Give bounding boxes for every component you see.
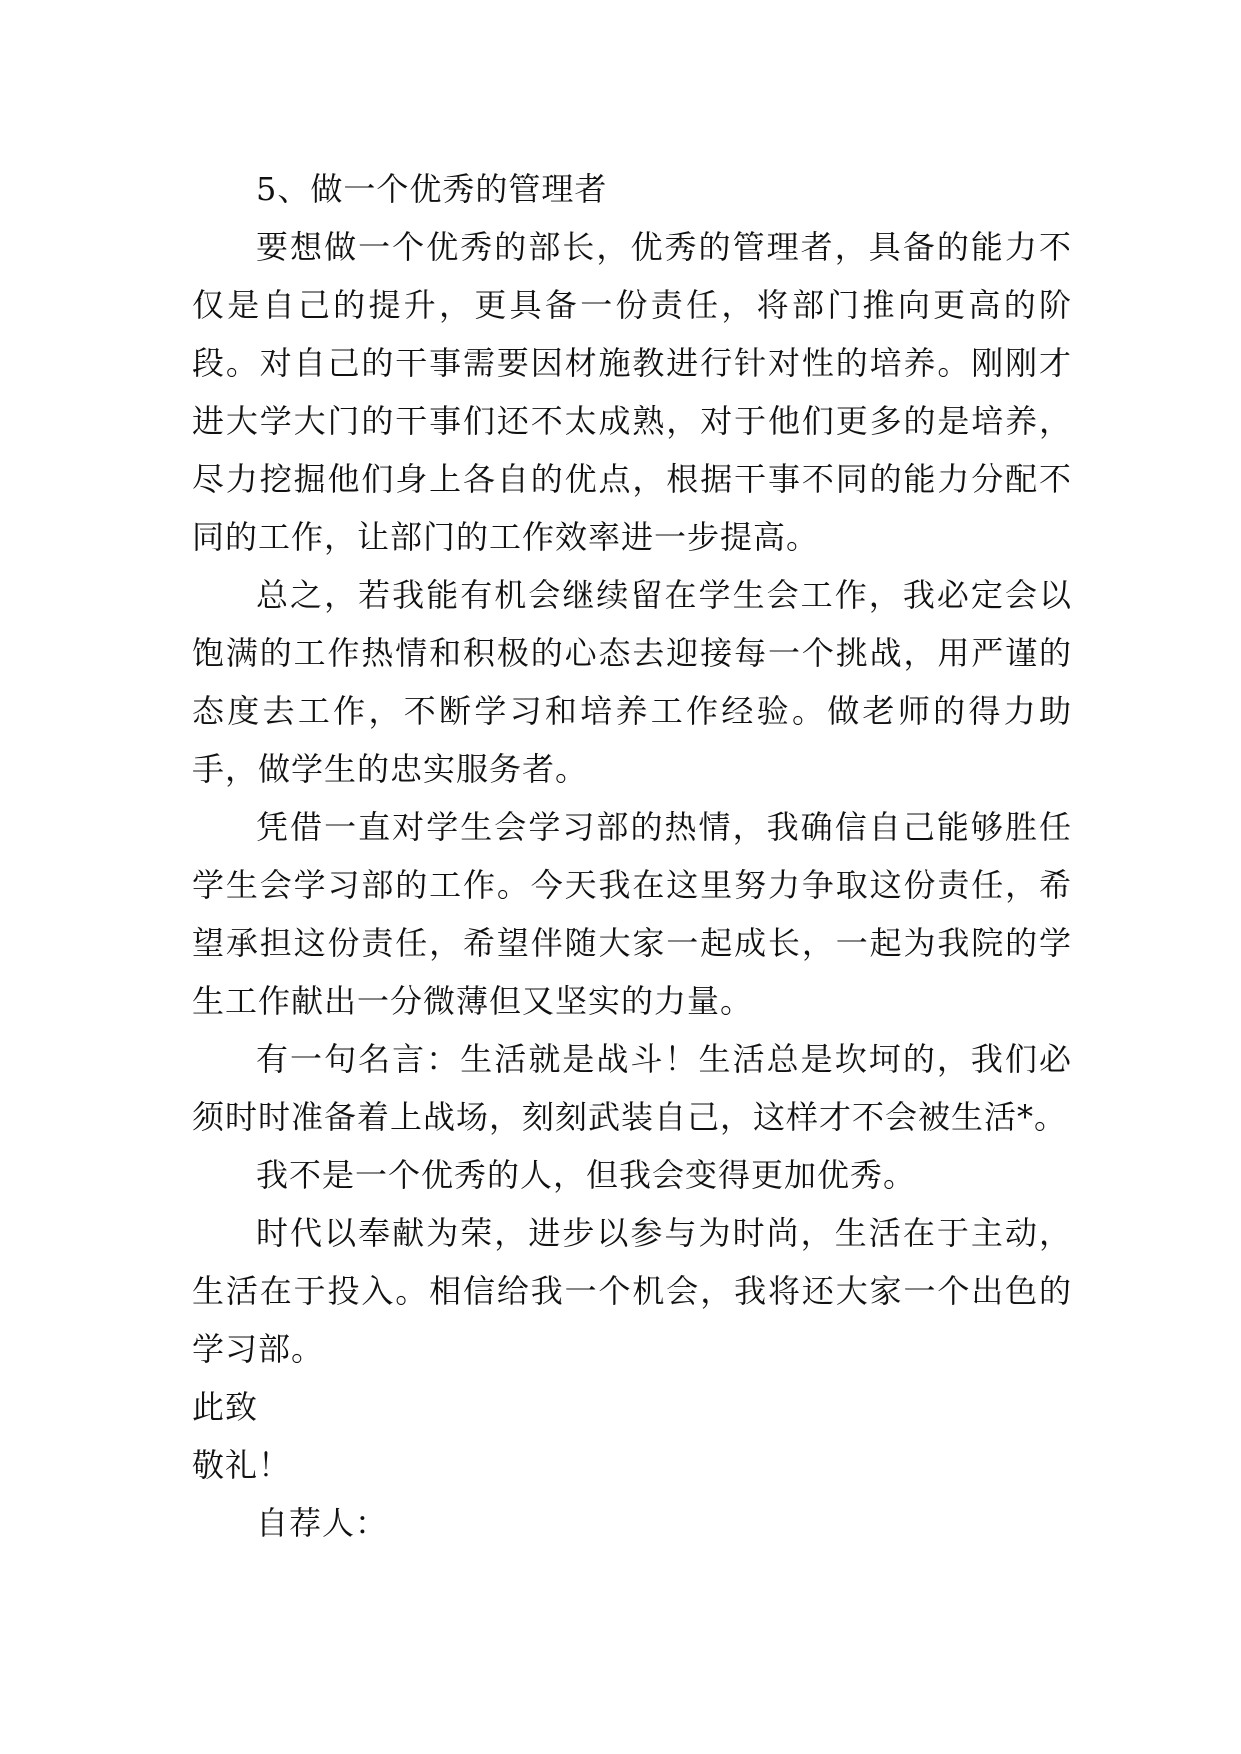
- section-heading: 5、做一个优秀的管理者: [256, 170, 608, 208]
- signature-label: 自荐人：: [256, 1504, 389, 1542]
- paragraph-commitment: 凭借一直对学生会学习部的热情，我确信自己能够胜任学生会学习部的工作。今天我在这里努力争取这份责任，希望承担这份责任，希望伴随大家一起成长，一起为我院的学生工作献出一分微薄但又坚实的力量。: [192, 808, 1072, 1020]
- document-body: [192, 160, 1072, 1552]
- paragraph-self-statement: 我不是一个优秀的人，但我会变得更加优秀。: [256, 1156, 917, 1194]
- paragraph-summary: 总之，若我能有机会继续留在学生会工作，我必定会以饱满的工作热情和积极的心态去迎接每一个挑战，用严谨的态度去工作，不断学习和培养工作经验。做老师的得力助手，做学生的忠实服务者。: [192, 576, 1072, 788]
- paragraph-management: 要想做一个优秀的部长，优秀的管理者，具备的能力不仅是自己的提升，更具备一份责任，将部门推向更高的阶段。对自己的干事需要因材施教进行针对性的培养。刚刚才进大学大门的干事们还不太成熟，对于他们更多的是培养，尽力挖掘他们身上各自的优点，根据干事不同的能力分配不同的工作，让部门的工作效率进一步提高。: [192, 228, 1072, 556]
- paragraph-quote: 有一句名言：生活就是战斗！生活总是坎坷的，我们必须时时准备着上战场，刻刻武装自己，这样才不会被生活*。: [192, 1040, 1072, 1136]
- paragraph-conclusion: 时代以奉献为荣，进步以参与为时尚，生活在于主动，生活在于投入。相信给我一个机会，我将还大家一个出色的学习部。: [192, 1214, 1072, 1368]
- closing-regards: 敬礼！: [192, 1446, 292, 1484]
- closing-salutation: 此致: [192, 1388, 259, 1426]
